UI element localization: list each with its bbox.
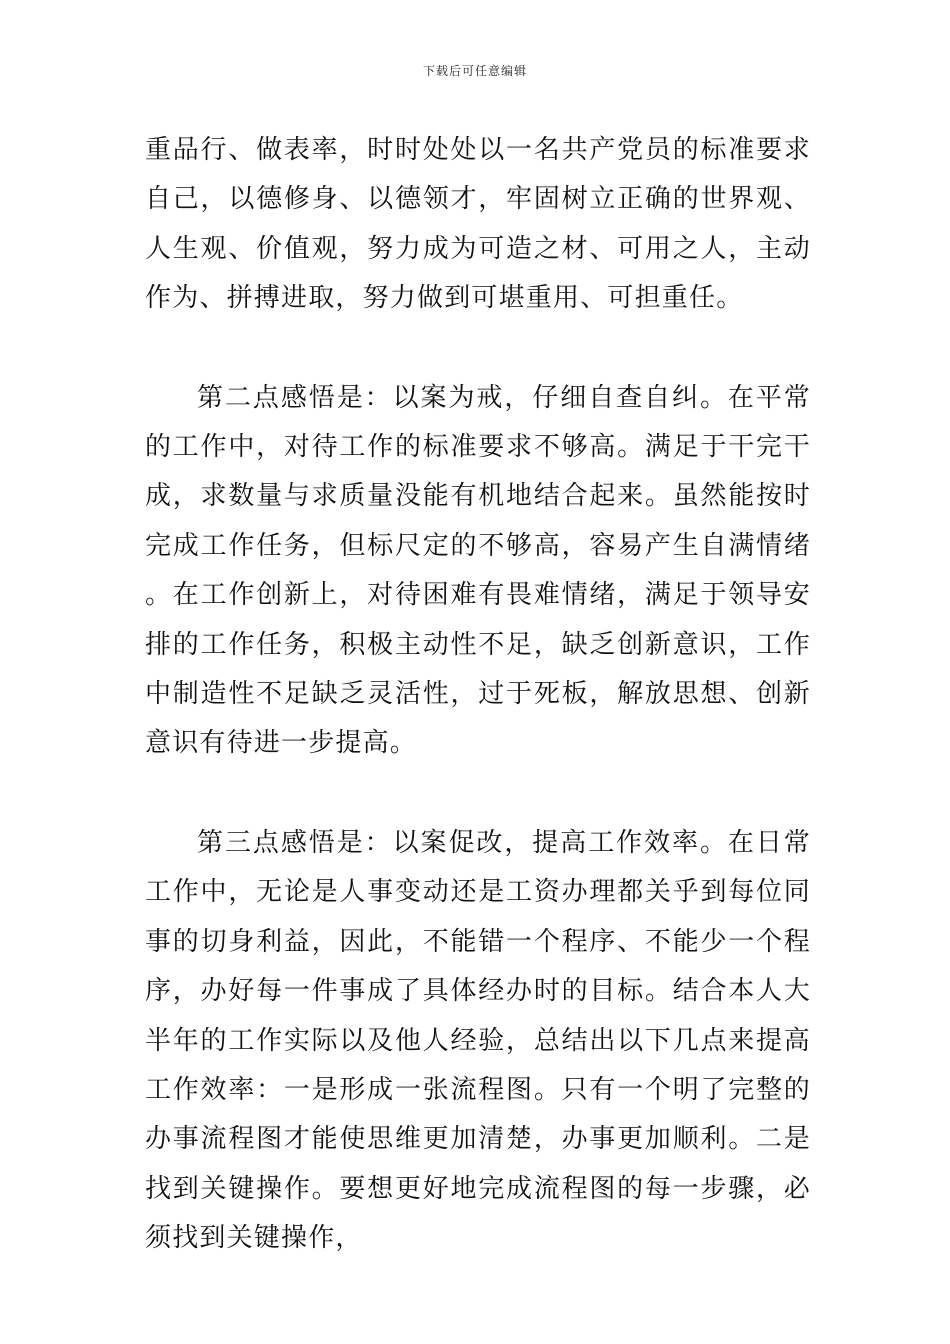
paragraph-second-insight: 第二点感悟是：以案为戒，仔细自查自纠。在平常的工作中，对待工作的标准要求不够高。满足于干完干成，求数量与求质量没能有机地结合起来。虽然能按时完成工作任务，但标尺定的不够高，容易产生自满情绪。在工作创新上，对待困难有畏难情绪，满足于领导安排的工作任务，积极主动性不足，缺乏创新意识，工作中制造性不足缺乏灵活性，过于死板，解放思想、创新意识有待进一步提高。 <box>145 382 811 759</box>
paragraph-continuation: 重品行、做表率，时时处处以一名共产党员的标准要求自己，以德修身、以德领才，牢固树立正确的世界观、人生观、价值观，努力成为可造之材、可用之人，主动作为、拼搏进取，努力做到可堪重用、可担重任。 <box>145 135 811 314</box>
paragraph-third-insight: 第三点感悟是：以案促改，提高工作效率。在日常工作中，无论是人事变动还是工资办理都关乎到每位同事的切身利益，因此，不能错一个程序、不能少一个程序，办好每一件事成了具体经办时的目标。结合本人大半年的工作实际以及他人经验，总结出以下几点来提高工作效率：一是形成一张流程图。只有一个明了完整的办事流程图才能使思维更加清楚，办事更加顺利。二是找到关键操作。要想更好地完成流程图的每一步骤，必须找到关键操作， <box>145 827 811 1254</box>
document-body <box>145 126 811 1264</box>
page-header-note: 下载后可任意编辑 <box>422 64 527 78</box>
